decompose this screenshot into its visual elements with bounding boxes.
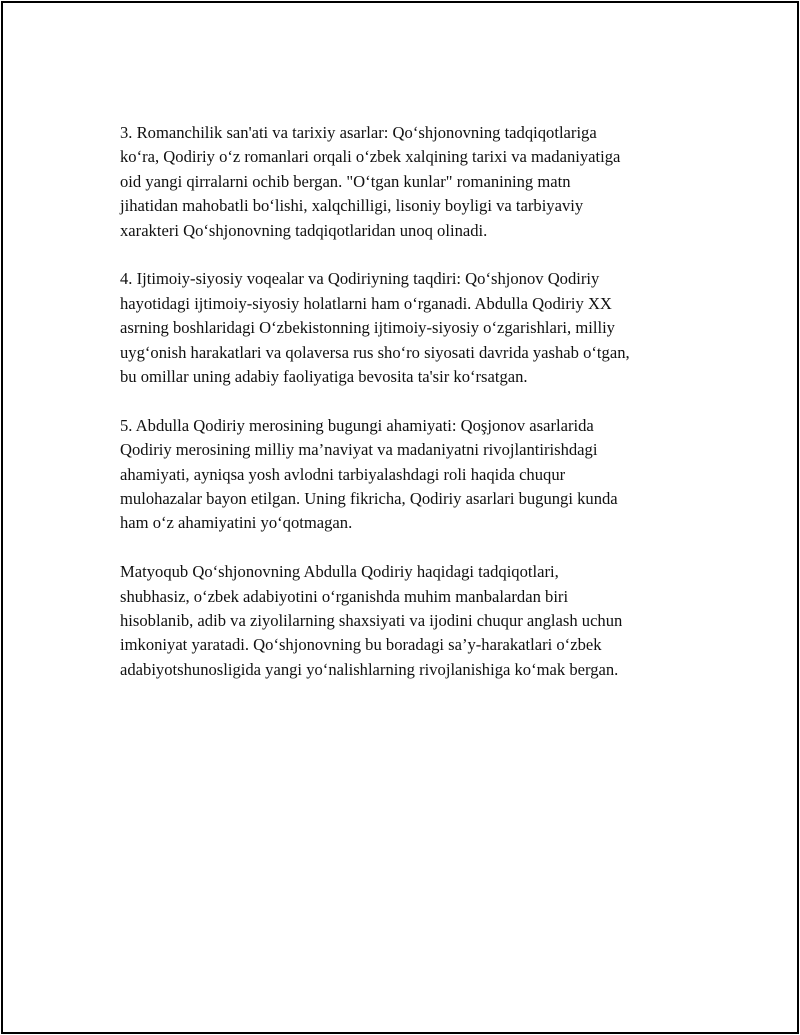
paragraph-ijtimoiy-siyosiy: 4. Ijtimoiy-siyosiy voqealar va Qodiriyning taqdiri: Qo‘shjonov Qodiriy hayotidagi ijtimoiy-siyosiy holatlarni ham o‘rganadi. Abdulla Qodiriy XX asrning boshlaridagi O‘zbekistonning ijtimoiy-siyosiy o‘zgarishlari, milliy uyg‘onish harakatlari va qolaversa rus sho‘ro siyosati davrida yashab o‘tgan, bu omillar uning adabiy faoliyatiga bevosita ta'sir ko‘rsatgan. — [120, 269, 630, 387]
document-body — [120, 121, 700, 707]
page-frame — [1, 1, 799, 1034]
paragraph-romanchilik: 3. Romanchilik san'ati va tarixiy asarlar: Qo‘shjonovning tadqiqotlariga ko‘ra, Qodiriy o‘z romanlari orqali o‘zbek xalqining tarixi va madaniyatiga oid yangi qirralarni ochib bergan. "O‘tgan kunlar" romanining matn jihatidan mahobatli bo‘lishi, xalqchilligi, lisoniy boyligi va tarbiyaviy xarakteri Qo‘shjonovning tadqiqotlaridan unoq olinadi. — [120, 123, 621, 240]
paragraph-xulosa: Matyoqub Qo‘shjonovning Abdulla Qodiriy haqidagi tadqiqotlari, shubhasiz, o‘zbek adabiyotini o‘rganishda muhim manbalardan biri hisoblanib, adib va ziyolilarning shaxsiyati va ijodini chuqur anglash uchun imkoniyat yaratadi. Qo‘shjonovning bu boradagi sa’y-harakatlari o‘zbek adabiyotshunosligida yangi yo‘nalishlarning rivojlanishiga ko‘mak bergan. — [120, 562, 623, 679]
paragraph-meros-ahamiyati: 5. Abdulla Qodiriy merosining bugungi ahamiyati: Qoşjonov asarlarida Qodiriy merosining milliy ma’naviyat va madaniyatni rivojlantirishdagi ahamiyati, ayniqsa yosh avlodni tarbiyalashdagi roli haqida chuqur mulohazalar bayon etilgan. Uning fikricha, Qodiriy asarlari bugungi kunda ham o‘z ahamiyatini yo‘qotmagan. — [120, 415, 618, 533]
